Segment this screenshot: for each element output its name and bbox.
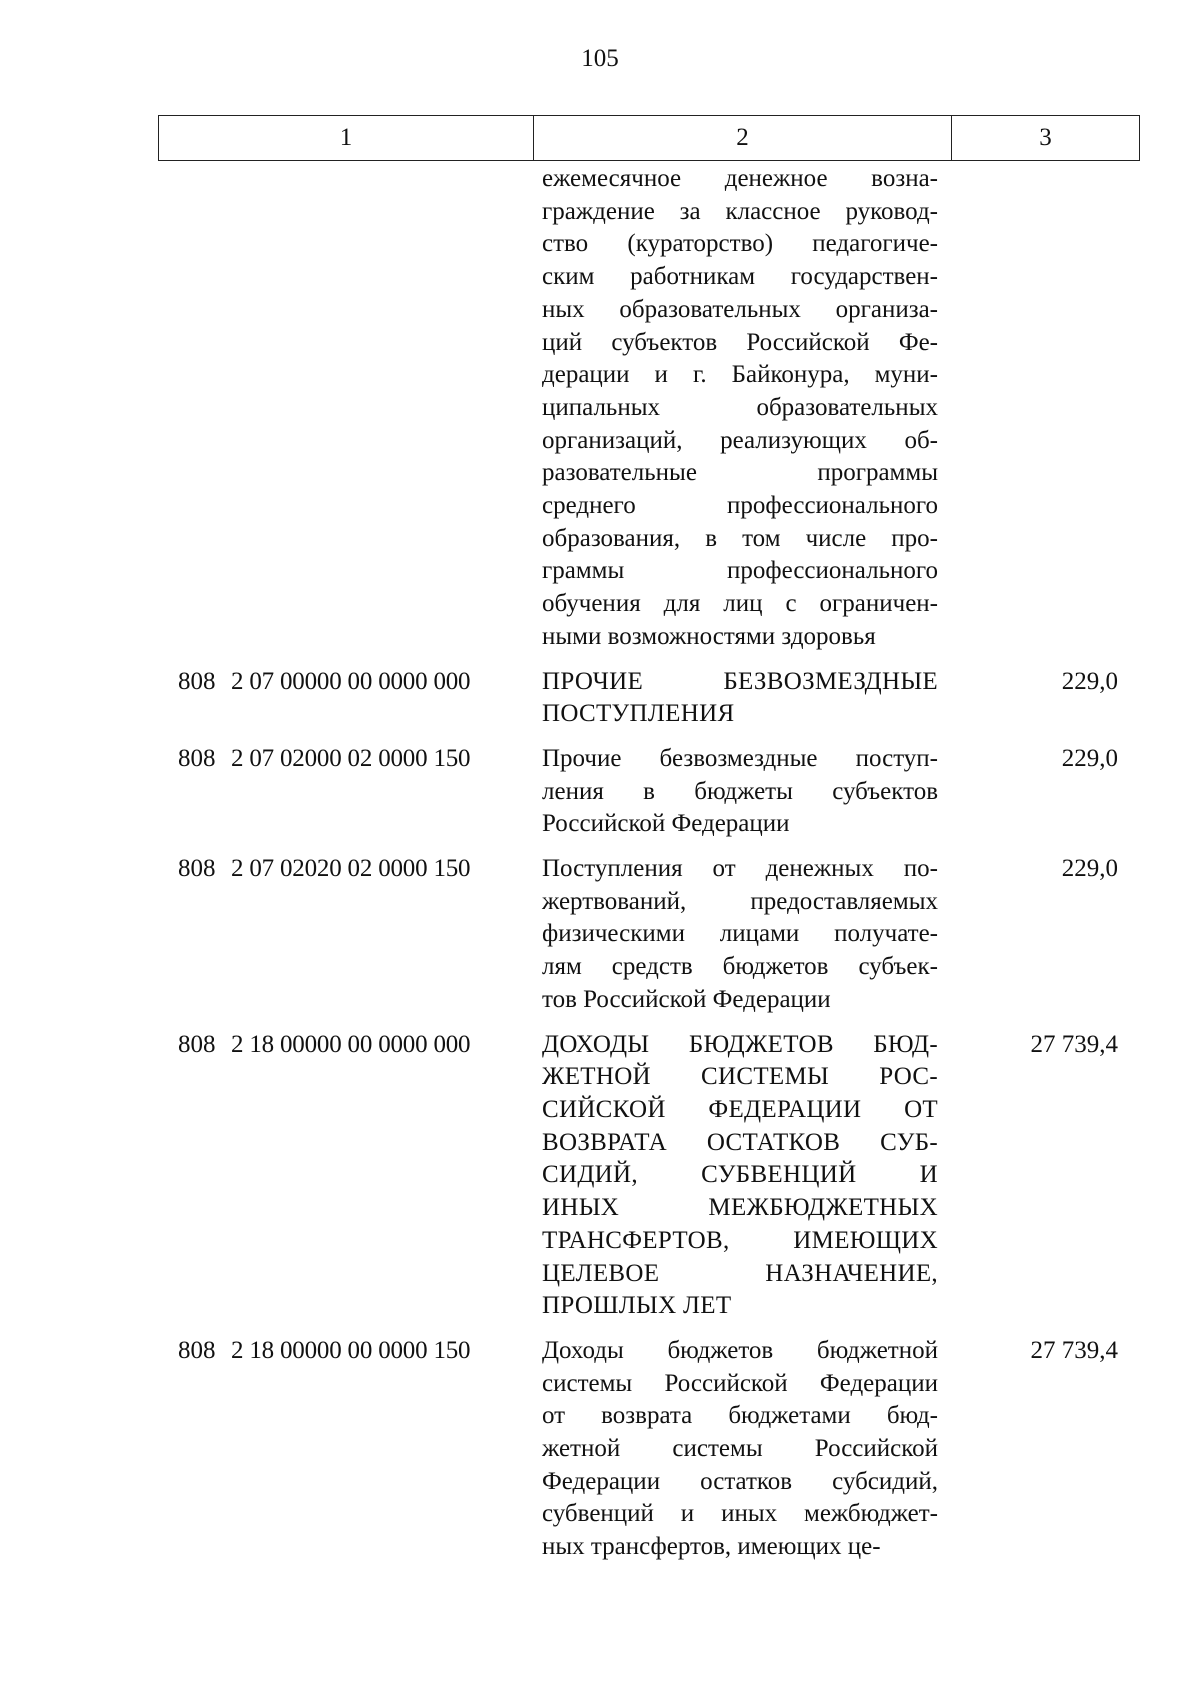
name-line: Прочие безвозмездные поступ-	[542, 744, 938, 772]
income-name-cell	[542, 666, 938, 731]
name-line: разовательные программы	[542, 459, 938, 487]
name-line: СИЙСКОЙ ФЕДЕРАЦИИ ОТ	[542, 1095, 938, 1123]
admin-code-cell	[158, 163, 222, 654]
name-line: ных образовательных организа-	[542, 295, 938, 323]
name-line: ций субъектов Российской Фе-	[542, 328, 938, 356]
name-line: Федерации остатков субсидий,	[542, 1467, 938, 1495]
name-line: обучения для лиц с ограничен-	[542, 590, 938, 618]
name-line: ПРОЧИЕ БЕЗВОЗМЕЗДНЫЕ	[542, 667, 938, 695]
name-line: системы Российской Федерации	[542, 1369, 938, 1397]
name-line: от возврата бюджетами бюд-	[542, 1402, 938, 1430]
sum-cell: 27 739,4	[1030, 1336, 1118, 1364]
name-line: организаций, реализующих об-	[542, 426, 938, 454]
name-line: ных трансфертов, имеющих це-	[542, 1533, 881, 1561]
continuation-row	[158, 163, 1136, 654]
name-line: СИДИЙ, СУБВЕНЦИЙ И	[542, 1161, 938, 1189]
name-line: граммы профессионального	[542, 557, 938, 585]
name-line: Российской Федерации	[542, 810, 790, 838]
income-code-cell: 2 07 02020 02 0000 150	[231, 855, 471, 883]
income-name-cell	[542, 853, 938, 1017]
income-name-cell	[542, 1029, 938, 1323]
income-code-cell: 2 18 00000 00 0000 000	[231, 1030, 471, 1058]
sum-cell: 229,0	[1061, 855, 1118, 883]
income-code-cell: 2 18 00000 00 0000 150	[231, 1336, 471, 1364]
name-line: ВОЗВРАТА ОСТАТКОВ СУБ-	[542, 1128, 938, 1156]
name-line: жертвований, предоставляемых	[542, 887, 938, 915]
header-col-2: 2	[534, 116, 952, 161]
name-line: физическими лицами получате-	[542, 920, 938, 948]
name-line: среднего профессионального	[542, 492, 938, 520]
name-line: граждение за классное руковод-	[542, 197, 938, 225]
name-line: ления в бюджеты субъектов	[542, 777, 938, 805]
name-line: Поступления от денежных по-	[542, 855, 938, 883]
name-line: ципальных образовательных	[542, 393, 938, 421]
admin-code-cell: 808	[178, 744, 216, 772]
table-row	[158, 1029, 1136, 1323]
name-line: ство (кураторство) педагогиче-	[542, 230, 938, 258]
income-code-cell: 2 07 00000 00 0000 000	[231, 667, 471, 695]
sum-cell: 229,0	[1061, 667, 1118, 695]
income-name-cell	[542, 163, 938, 654]
table-row	[158, 853, 1136, 1017]
name-line: ским работникам государствен-	[542, 263, 938, 291]
income-name-cell	[542, 743, 938, 841]
name-line: субвенций и иных межбюджет-	[542, 1500, 938, 1528]
name-line: ТРАНСФЕРТОВ, ИМЕЮЩИХ	[542, 1226, 938, 1254]
sum-cell: 229,0	[1061, 744, 1118, 772]
name-line: ПОСТУПЛЕНИЯ	[542, 700, 735, 728]
admin-code-cell: 808	[178, 1030, 216, 1058]
name-line: ПРОШЛЫХ ЛЕТ	[542, 1292, 732, 1320]
name-line: ЦЕЛЕВОЕ НАЗНАЧЕНИЕ,	[542, 1259, 938, 1287]
name-line: ИНЫХ МЕЖБЮДЖЕТНЫХ	[542, 1194, 938, 1222]
name-line: ЖЕТНОЙ СИСТЕМЫ РОС-	[542, 1063, 938, 1091]
name-line: ежемесячное денежное возна-	[542, 165, 938, 192]
sum-cell: 27 739,4	[1030, 1030, 1118, 1058]
table-row	[158, 666, 1136, 731]
name-line: тов Российской Федерации	[542, 985, 831, 1013]
name-line: лям средств бюджетов субъек-	[542, 953, 938, 981]
income-code-cell: 2 07 02000 02 0000 150	[231, 744, 471, 772]
name-line: ДОХОДЫ БЮДЖЕТОВ БЮД-	[542, 1030, 938, 1058]
table-row	[158, 1335, 1136, 1564]
admin-code-cell: 808	[178, 855, 216, 883]
name-line: образования, в том числе про-	[542, 524, 938, 552]
table-body	[158, 163, 1136, 1576]
income-name-cell	[542, 1335, 938, 1564]
admin-code-cell: 808	[178, 1336, 216, 1364]
header-col-1: 1	[159, 116, 534, 161]
table-header	[158, 115, 1140, 161]
table-row	[158, 743, 1136, 841]
sum-cell	[938, 163, 1128, 654]
name-line: дерации и г. Байконура, муни-	[542, 361, 938, 389]
header-col-3: 3	[952, 116, 1140, 161]
admin-code-cell: 808	[178, 667, 216, 695]
name-line: ными возможностями здоровья	[542, 622, 876, 650]
name-line: жетной системы Российской	[542, 1435, 938, 1463]
income-code-cell	[222, 163, 532, 654]
page-number: 105	[581, 45, 619, 72]
name-line: Доходы бюджетов бюджетной	[542, 1336, 938, 1364]
